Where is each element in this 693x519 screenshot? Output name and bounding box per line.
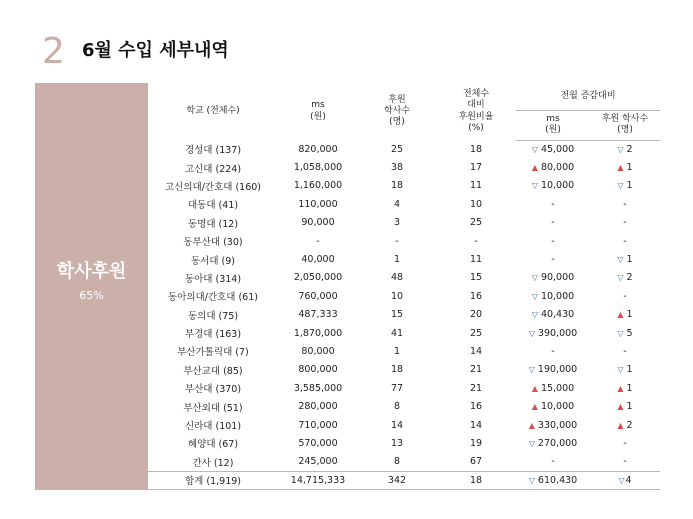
triangle-up-icon: ▲: [617, 383, 624, 393]
ratio-cell: 18: [469, 143, 483, 155]
ms-change-cell: [516, 397, 590, 415]
sponsors-cell: 4: [393, 198, 401, 210]
triangle-up-icon: ▲: [531, 383, 538, 393]
sponsors-change-cell: [590, 177, 660, 195]
triangle-down-icon: ▽: [528, 365, 535, 375]
ms-change-cell: [516, 471, 590, 489]
change-value: -: [623, 290, 627, 302]
sponsors-cell: 18: [390, 364, 404, 376]
table-row: [148, 324, 660, 342]
table-row: [148, 342, 660, 360]
total-row: [148, 471, 660, 489]
change-value: -: [551, 217, 555, 229]
sponsors-cell: -: [395, 235, 399, 247]
ms-cell: -: [316, 235, 320, 247]
triangle-down-icon: ▽: [528, 438, 535, 448]
sponsors-cell: 13: [390, 437, 404, 449]
change-value: 4: [625, 474, 632, 486]
change-value: 15,000: [540, 382, 575, 394]
table-row: [148, 287, 660, 305]
side-label: 학사후원: [56, 261, 127, 282]
change-value: 40,430: [540, 309, 575, 321]
change-value: 1: [626, 364, 633, 376]
change-value: 2: [626, 143, 633, 155]
header-ratio: 전체수 대비 후원비율 (%): [458, 89, 494, 133]
table-row: [148, 379, 660, 397]
ratio-cell: 25: [469, 217, 483, 229]
change-value: 270,000: [537, 437, 578, 449]
ms-change-cell: [516, 232, 590, 250]
ms-change-cell: [516, 269, 590, 287]
school-cell: 대동대 (41): [187, 200, 239, 212]
triangle-up-icon: ▲: [617, 163, 624, 173]
ratio-cell: 19: [469, 437, 483, 449]
school-cell: 경성대 (137): [184, 145, 242, 157]
ratio-cell: 25: [469, 327, 483, 339]
change-value: -: [551, 235, 555, 247]
change-value: 10,000: [540, 290, 575, 302]
ms-change-cell: [516, 306, 590, 324]
ratio-cell: 11: [469, 254, 483, 266]
school-cell: 고신의대/간호대 (160): [164, 181, 261, 193]
sponsors-change-cell: [590, 379, 660, 397]
change-value: 45,000: [540, 143, 575, 155]
ms-change-cell: [516, 379, 590, 397]
school-cell: 신라대 (101): [184, 421, 242, 433]
school-cell: 부산대 (370): [184, 384, 242, 396]
header-change-ms: ms (원): [516, 110, 590, 140]
table-row: [148, 158, 660, 176]
sponsors-cell: 1: [393, 254, 401, 266]
ms-cell: 760,000: [298, 290, 338, 302]
school-cell: 고신대 (224): [184, 163, 242, 175]
sponsors-cell: 8: [393, 401, 401, 413]
ms-change-cell: [516, 434, 590, 452]
school-cell: 동아의대/간호대 (61): [168, 292, 258, 304]
change-value: 1: [626, 382, 633, 394]
table-row: [148, 361, 660, 379]
ms-cell: 14,715,333: [278, 471, 358, 489]
triangle-down-icon: ▽: [618, 475, 625, 485]
change-value: 1: [626, 401, 633, 413]
change-value: 10,000: [540, 401, 575, 413]
change-value: -: [623, 456, 627, 468]
school-cell: 간사 (12): [192, 457, 234, 469]
sponsors-cell: 18: [390, 180, 404, 192]
change-value: 1: [626, 180, 633, 192]
header-change-group: 전월 증감대비: [516, 83, 660, 110]
triangle-down-icon: ▽: [617, 181, 624, 191]
change-value: 1: [626, 162, 633, 174]
ms-cell: 710,000: [298, 419, 338, 431]
ms-change-cell: [516, 140, 590, 158]
ratio-cell: 21: [469, 382, 483, 394]
triangle-up-icon: ▲: [617, 310, 624, 320]
ms-change-cell: [516, 287, 590, 305]
sponsors-cell: 25: [390, 143, 404, 155]
change-value: 10,000: [540, 180, 575, 192]
sponsors-cell: 41: [390, 327, 404, 339]
triangle-down-icon: ▽: [531, 181, 538, 191]
ms-cell: 2,050,000: [293, 272, 343, 284]
change-value: -: [623, 235, 627, 247]
triangle-down-icon: ▽: [528, 328, 535, 338]
table-row: [148, 232, 660, 250]
triangle-down-icon: ▽: [617, 144, 624, 154]
ms-cell: 3,585,000: [293, 382, 343, 394]
table-row: [148, 453, 660, 471]
change-value: 1: [626, 309, 633, 321]
ratio-cell: 11: [469, 180, 483, 192]
ratio-cell: -: [474, 235, 478, 247]
sponsors-change-cell: [590, 342, 660, 360]
ms-change-cell: [516, 158, 590, 176]
ms-cell: 245,000: [298, 456, 338, 468]
triangle-down-icon: ▽: [617, 328, 624, 338]
change-value: -: [623, 198, 627, 210]
ratio-cell: 14: [469, 419, 483, 431]
ratio-cell: 16: [469, 401, 483, 413]
table-row: [148, 140, 660, 158]
change-value: -: [551, 198, 555, 210]
ms-cell: 800,000: [298, 364, 338, 376]
triangle-down-icon: ▽: [617, 273, 624, 283]
change-value: 5: [626, 327, 633, 339]
change-value: -: [551, 456, 555, 468]
triangle-down-icon: ▽: [531, 273, 538, 283]
change-value: 610,430: [537, 474, 578, 486]
change-value: -: [551, 254, 555, 266]
school-cell: 부경대 (163): [184, 329, 242, 341]
triangle-down-icon: ▽: [531, 291, 538, 301]
sponsors-change-cell: [590, 361, 660, 379]
sponsors-cell: 342: [358, 471, 436, 489]
sponsors-change-cell: [590, 453, 660, 471]
ms-cell: 820,000: [298, 143, 338, 155]
table-row: [148, 177, 660, 195]
school-cell: 동의대 (75): [187, 310, 239, 322]
table-row: [148, 306, 660, 324]
school-cell: 부산교대 (85): [183, 365, 243, 377]
sponsors-cell: 15: [390, 309, 404, 321]
triangle-up-icon: ▲: [617, 420, 624, 430]
sponsors-change-cell: [590, 232, 660, 250]
income-detail-table: [148, 83, 660, 490]
ratio-cell: 10: [469, 198, 483, 210]
ratio-cell: 21: [469, 364, 483, 376]
section-number: 2: [42, 31, 65, 72]
ms-cell: 280,000: [298, 401, 338, 413]
side-percent: 65%: [79, 289, 104, 302]
side-panel: [35, 83, 148, 490]
sponsors-change-cell: [590, 397, 660, 415]
ratio-cell: 20: [469, 309, 483, 321]
change-value: 330,000: [537, 419, 578, 431]
sponsors-change-cell: [590, 250, 660, 268]
sponsors-cell: 48: [390, 272, 404, 284]
triangle-up-icon: ▲: [531, 402, 538, 412]
ratio-cell: 17: [469, 162, 483, 174]
triangle-up-icon: ▲: [528, 420, 535, 430]
school-cell: 합계 (1,919): [148, 471, 278, 489]
ratio-cell: 67: [469, 456, 483, 468]
ms-change-cell: [516, 416, 590, 434]
sponsors-cell: 38: [390, 162, 404, 174]
school-cell: 동아대 (314): [184, 273, 242, 285]
sponsors-change-cell: [590, 471, 660, 489]
triangle-down-icon: ▽: [531, 144, 538, 154]
sponsors-change-cell: [590, 306, 660, 324]
ms-cell: 40,000: [301, 254, 335, 266]
page-title: 6월 수입 세부내역: [82, 40, 229, 61]
school-cell: 혜양대 (67): [187, 439, 239, 451]
table-row: [148, 195, 660, 213]
table-row: [148, 269, 660, 287]
ms-cell: 80,000: [301, 345, 335, 357]
sponsors-change-cell: [590, 434, 660, 452]
sponsors-change-cell: [590, 324, 660, 342]
triangle-down-icon: ▽: [617, 255, 624, 265]
change-value: -: [623, 217, 627, 229]
ms-cell: 487,333: [298, 309, 338, 321]
sponsors-cell: 1: [393, 345, 401, 357]
school-cell: 동서대 (9): [190, 255, 235, 267]
ms-change-cell: [516, 214, 590, 232]
change-value: 80,000: [540, 162, 575, 174]
school-cell: 동명대 (12): [187, 218, 239, 230]
triangle-up-icon: ▲: [617, 402, 624, 412]
table-row: [148, 434, 660, 452]
change-value: 1: [626, 254, 633, 266]
sponsors-change-cell: [590, 158, 660, 176]
ms-change-cell: [516, 195, 590, 213]
school-cell: 동부산대 (30): [183, 237, 243, 249]
ratio-cell: 15: [469, 272, 483, 284]
change-value: -: [623, 345, 627, 357]
change-value: 2: [626, 419, 633, 431]
table-row: [148, 416, 660, 434]
change-value: 190,000: [537, 364, 578, 376]
sponsors-change-cell: [590, 416, 660, 434]
table-row: [148, 250, 660, 268]
table-row: [148, 397, 660, 415]
triangle-up-icon: ▲: [531, 163, 538, 173]
ratio-cell: 14: [469, 345, 483, 357]
sponsors-cell: 3: [393, 217, 401, 229]
school-cell: 부산외대 (51): [183, 402, 243, 414]
triangle-down-icon: ▽: [528, 475, 535, 485]
school-cell: 부산가톨릭대 (7): [177, 347, 249, 359]
ratio-cell: 16: [469, 290, 483, 302]
ms-change-cell: [516, 453, 590, 471]
sponsors-cell: 10: [390, 290, 404, 302]
ms-change-cell: [516, 342, 590, 360]
sponsors-change-cell: [590, 140, 660, 158]
change-value: 390,000: [537, 327, 578, 339]
ratio-cell: 18: [436, 471, 516, 489]
change-value: 90,000: [540, 272, 575, 284]
ms-change-cell: [516, 250, 590, 268]
header-ms: ms (원): [310, 100, 326, 122]
ms-cell: 110,000: [298, 198, 338, 210]
sponsors-change-cell: [590, 195, 660, 213]
sponsors-cell: 77: [390, 382, 404, 394]
sponsors-change-cell: [590, 287, 660, 305]
header-change-sponsors: 후원 학사수 (명): [590, 110, 660, 140]
triangle-down-icon: ▽: [531, 310, 538, 320]
ms-cell: 90,000: [301, 217, 335, 229]
change-value: -: [551, 345, 555, 357]
ms-cell: 570,000: [298, 437, 338, 449]
ms-cell: 1,160,000: [293, 180, 343, 192]
change-value: 2: [626, 272, 633, 284]
ms-cell: 1,058,000: [293, 162, 343, 174]
change-value: -: [623, 437, 627, 449]
ms-change-cell: [516, 324, 590, 342]
sponsors-cell: 14: [390, 419, 404, 431]
sponsors-cell: 8: [393, 456, 401, 468]
triangle-down-icon: ▽: [617, 365, 624, 375]
header-sponsors: 후원 학사수 (명): [383, 94, 411, 128]
sponsors-change-cell: [590, 214, 660, 232]
sponsors-change-cell: [590, 269, 660, 287]
table-row: [148, 214, 660, 232]
header-school: 학교 (전체수): [186, 105, 240, 116]
ms-change-cell: [516, 177, 590, 195]
ms-cell: 1,870,000: [293, 327, 343, 339]
ms-change-cell: [516, 361, 590, 379]
